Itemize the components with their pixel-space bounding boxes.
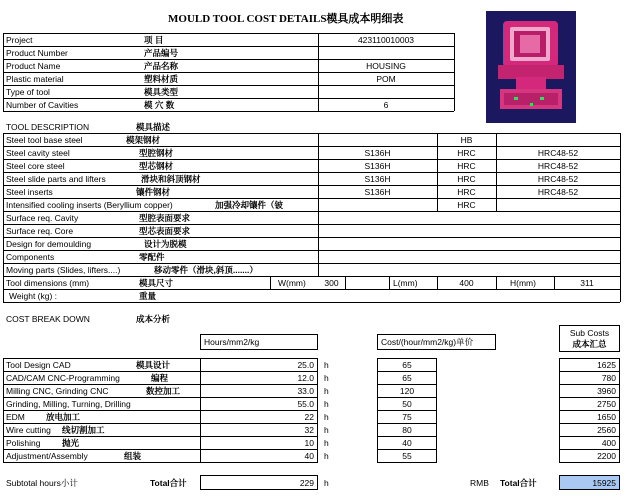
cost-item-label: Tool Design CAD <box>6 360 71 370</box>
steel-row-label-cn: 型芯钢材 <box>139 161 174 171</box>
page-title: MOULD TOOL COST DETAILS模具成本明细表 <box>168 13 404 25</box>
housing-part-render <box>486 11 576 123</box>
cavities-label: Number of Cavities <box>6 100 79 110</box>
hours-unit: h <box>324 373 329 383</box>
cost-item-label: Adjustment/Assembly <box>6 451 88 461</box>
hardness-unit: HRC <box>457 161 476 171</box>
steel-row-label: Steel core steel <box>6 161 65 171</box>
cost-item-label: Milling CNC, Grinding CNC <box>6 386 109 396</box>
steel-row-label-cn: 镶件钢材 <box>136 187 171 197</box>
surface-core-label: Surface req. Core <box>6 226 74 236</box>
hardness-value: HRC48-52 <box>537 161 579 171</box>
hours-value: 22 <box>304 412 314 422</box>
product-name-label: Product Name <box>6 61 61 71</box>
steel-row-label-cn: 加强冷却镶件（铍 <box>215 200 284 210</box>
cost-breakdown-heading: COST BREAK DOWN <box>6 314 90 324</box>
hardness-unit: HRC <box>457 187 476 197</box>
subcost-column-header <box>559 325 620 352</box>
rate-value: 65 <box>402 373 412 383</box>
hours-value: 10 <box>304 438 314 448</box>
surface-core-label-cn: 型芯表面要求 <box>139 226 191 236</box>
hardness-value: HRC48-52 <box>537 148 579 158</box>
hours-value: 32 <box>304 425 314 435</box>
product-number-label: Product Number <box>6 48 68 58</box>
subcost-value: 2560 <box>597 425 616 435</box>
project-value: 423110010003 <box>357 35 415 45</box>
steel-row-label-cn: 型腔钢材 <box>139 148 174 158</box>
cost-item-label-cn: 线切割加工 <box>62 425 105 435</box>
cost-breakdown-heading-cn: 成本分析 <box>136 314 171 324</box>
steel-row-label: Steel cavity steel <box>6 148 70 158</box>
hardness-value: HRC48-52 <box>537 174 579 184</box>
height-value: 311 <box>580 278 594 288</box>
project-label-cn: 项 目 <box>144 35 164 45</box>
product-number-label-cn: 产品编号 <box>144 48 179 58</box>
cost-item-label-cn: 抛光 <box>62 438 80 448</box>
total-hours-label: Total合计 <box>150 478 187 488</box>
components-label: Components <box>6 252 55 262</box>
steel-row-label: Steel inserts <box>6 187 53 197</box>
width-label: W(mm) <box>278 278 306 288</box>
cost-item-label: Grinding, Milling, Turning, Drilling <box>6 399 131 409</box>
rate-value: 40 <box>402 438 412 448</box>
weight-label: Weight (kg) : <box>9 291 58 301</box>
steel-row-label-cn: 滑块和斜顶钢材 <box>141 174 201 184</box>
plastic-material-value: POM <box>376 74 396 84</box>
steel-grade: S136H <box>364 161 391 171</box>
demoulding-label: Design for demoulding <box>6 239 92 249</box>
rmb-total-cell <box>559 475 620 490</box>
steel-grade: S136H <box>364 148 391 158</box>
surface-cavity-label: Surface req. Cavity <box>6 213 79 223</box>
project-label: Project <box>6 35 33 45</box>
cost-item-label-cn: 编程 <box>151 373 169 383</box>
steel-row-label: Steel slide parts and lifters <box>6 174 106 184</box>
total-hours-cell <box>200 475 318 490</box>
total-hours-unit: h <box>324 478 329 488</box>
subcost-value: 400 <box>601 438 616 448</box>
hours-value: 12.0 <box>297 373 314 383</box>
width-value: 300 <box>324 278 339 288</box>
subcost-header-text: Sub Costs <box>569 328 610 338</box>
demoulding-label-cn: 设计为脱模 <box>144 239 187 249</box>
moving-parts-label: Moving parts (Slides, lifters....) <box>6 265 121 275</box>
cost-item-label: Wire cutting <box>6 425 51 435</box>
tool-dimensions-label-cn: 模具尺寸 <box>139 278 174 288</box>
rate-value: 55 <box>402 451 412 461</box>
components-label-cn: 零配件 <box>139 252 165 262</box>
hours-unit: h <box>324 451 329 461</box>
rate-value: 80 <box>402 425 412 435</box>
product-name-value: HOUSING <box>366 61 406 71</box>
plastic-material-label-cn: 塑料材质 <box>144 74 179 84</box>
hours-value: 25.0 <box>297 360 314 370</box>
subcost-value: 1650 <box>597 412 616 422</box>
cost-item-label: EDM <box>6 412 25 422</box>
plastic-material-label: Plastic material <box>6 74 64 84</box>
subcost-value: 2750 <box>597 399 616 409</box>
hours-unit: h <box>324 399 329 409</box>
rate-value: 75 <box>402 412 412 422</box>
rmb-total-label: Total合计 <box>500 478 537 488</box>
steel-row-label-cn: 模架钢材 <box>126 135 161 145</box>
hours-unit: h <box>324 412 329 422</box>
hours-value: 40 <box>304 451 314 461</box>
length-value: 400 <box>459 278 474 288</box>
subcost-value: 1625 <box>597 360 616 370</box>
cost-header-text: Cost/(hour/mm2/kg)单价 <box>381 337 474 347</box>
hardness-unit: HRC <box>457 174 476 184</box>
tool-description-heading-cn: 模具描述 <box>136 122 171 132</box>
subcost-value: 2200 <box>597 451 616 461</box>
rate-value: 120 <box>399 386 415 396</box>
hardness-value: HRC48-52 <box>537 187 579 197</box>
hours-unit: h <box>324 360 329 370</box>
subcost-value: 780 <box>601 373 616 383</box>
total-hours-value: 229 <box>299 478 314 488</box>
surface-cavity-label-cn: 型腔表面要求 <box>139 213 191 223</box>
cavities-label-cn: 模 穴 数 <box>144 100 175 110</box>
rmb-label: RMB <box>470 478 489 488</box>
moving-parts-label-cn: 移动零件（滑块,斜顶.......） <box>154 265 258 275</box>
cost-item-label-cn: 组装 <box>124 451 142 461</box>
tool-type-label-cn: 模具类型 <box>144 87 179 97</box>
rate-value: 65 <box>402 360 412 370</box>
tool-description-heading: TOOL DESCRIPTION <box>6 122 90 132</box>
height-label: H(mm) <box>510 278 536 288</box>
hardness-unit: HRC <box>457 148 476 158</box>
cost-item-label-cn: 模具设计 <box>136 360 171 370</box>
tool-type-label: Type of tool <box>6 87 50 97</box>
cost-item-label: CAD/CAM CNC-Programming <box>6 373 120 383</box>
tool-dimensions-label: Tool dimensions (mm) <box>6 278 90 288</box>
subtotal-hours-label: Subtotal hours小计 <box>6 478 78 488</box>
subcost-header-text-cn: 成本汇总 <box>572 339 607 349</box>
cost-item-label-cn: 放电加工 <box>46 412 81 422</box>
length-label: L(mm) <box>393 278 418 288</box>
cavities-value: 6 <box>383 100 389 110</box>
cost-item-label-cn: 数控加工 <box>146 386 181 396</box>
hours-value: 55.0 <box>297 399 314 409</box>
weight-label-cn: 重量 <box>139 291 157 301</box>
hours-unit: h <box>324 438 329 448</box>
hours-value: 33.0 <box>297 386 314 396</box>
steel-grade: S136H <box>364 187 391 197</box>
subcost-value: 3960 <box>597 386 616 396</box>
hardness-unit: HRC <box>457 200 476 210</box>
hours-unit: h <box>324 425 329 435</box>
hours-unit: h <box>324 386 329 396</box>
hours-header-text: Hours/mm2/kg <box>204 337 260 347</box>
rmb-total-value: 15925 <box>592 478 616 488</box>
steel-row-label: Steel tool base steel <box>6 135 83 145</box>
steel-grade: S136H <box>364 174 391 184</box>
hardness-unit: HB <box>460 135 473 145</box>
product-name-label-cn: 产品名称 <box>144 61 179 71</box>
steel-row-label: Intensified cooling inserts (Beryllium copper) <box>6 200 173 210</box>
cost-column-header <box>377 334 496 350</box>
rate-value: 50 <box>402 399 412 409</box>
hours-column-header <box>200 334 318 350</box>
cost-item-label: Polishing <box>6 438 41 448</box>
product-render-image <box>486 11 576 123</box>
